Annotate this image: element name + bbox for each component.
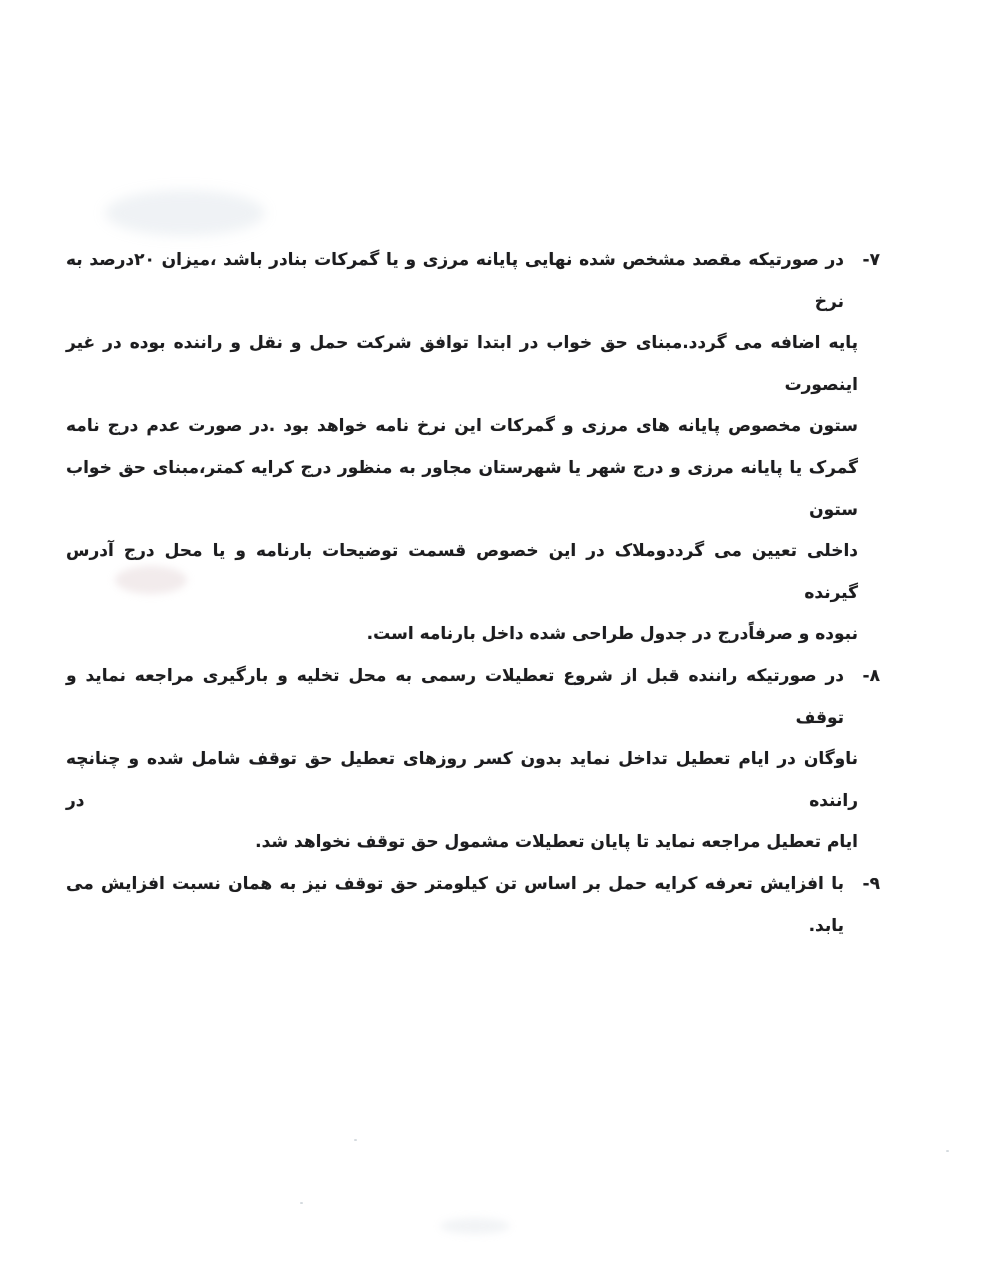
scan-speck <box>946 1150 949 1152</box>
scan-smudge <box>105 190 265 236</box>
document-line: ایام تعطیل مراجعه نماید تا پایان تعطیلات مشمول حق توقف نخواهد شد. <box>255 832 858 853</box>
list-item-7 <box>66 240 880 656</box>
scan-speck <box>354 1139 357 1141</box>
document-line: ستون مخصوص پایانه های مرزی و گمرکات این نرخ نامه خواهد بود .در صورت عدم درج نامه <box>66 416 858 437</box>
document-line: در صورتیکه مقصد مشخص شده نهایی پایانه مرزی و یا گمرکات بنادر باشد ،میزان ۲۰درصد به نرخ <box>66 250 844 312</box>
list-item-9 <box>66 864 880 947</box>
document-line: گمرک یا پایانه مرزی و درج شهر یا شهرستان مجاور به منظور درج کرایه کمتر،مبنای حق خواب ستون <box>66 457 858 520</box>
document-line: با افزایش تعرفه کرایه حمل بر اساس تن کیلومتر حق توقف نیز به همان نسبت افزایش می یابد. <box>66 873 844 936</box>
scan-smudge <box>440 1218 510 1234</box>
document-line: پایه اضافه می گردد.مبنای حق خواب در ابتدا توافق شرکت حمل و نقل و راننده بوده در غیر اینصورت <box>66 333 858 395</box>
item-number: ۷- <box>862 250 880 270</box>
item-number: ۸- <box>862 665 880 686</box>
document-line: داخلی تعیین می گرددوملاک در این خصوص قسمت توضیحات بارنامه و یا محل درج آدرس گیرنده <box>66 541 858 603</box>
list-item-8 <box>66 656 880 864</box>
document-line: در صورتیکه راننده قبل از شروع تعطیلات رسمی به محل تخلیه و بارگیری مراجعه نماید و توقف <box>66 665 844 728</box>
scan-speck <box>300 1202 303 1204</box>
document-line: ناوگان در ایام تعطیل تداخل نماید بدون کسر روزهای تعطیل حق توقف شامل شده و چنانچه راننده در <box>66 749 858 811</box>
item-number: ۹- <box>862 873 880 894</box>
document-line: نبوده و صرفاًدرج در جدول طراحی شده داخل بارنامه است. <box>366 624 858 645</box>
document-text-block <box>66 240 880 947</box>
